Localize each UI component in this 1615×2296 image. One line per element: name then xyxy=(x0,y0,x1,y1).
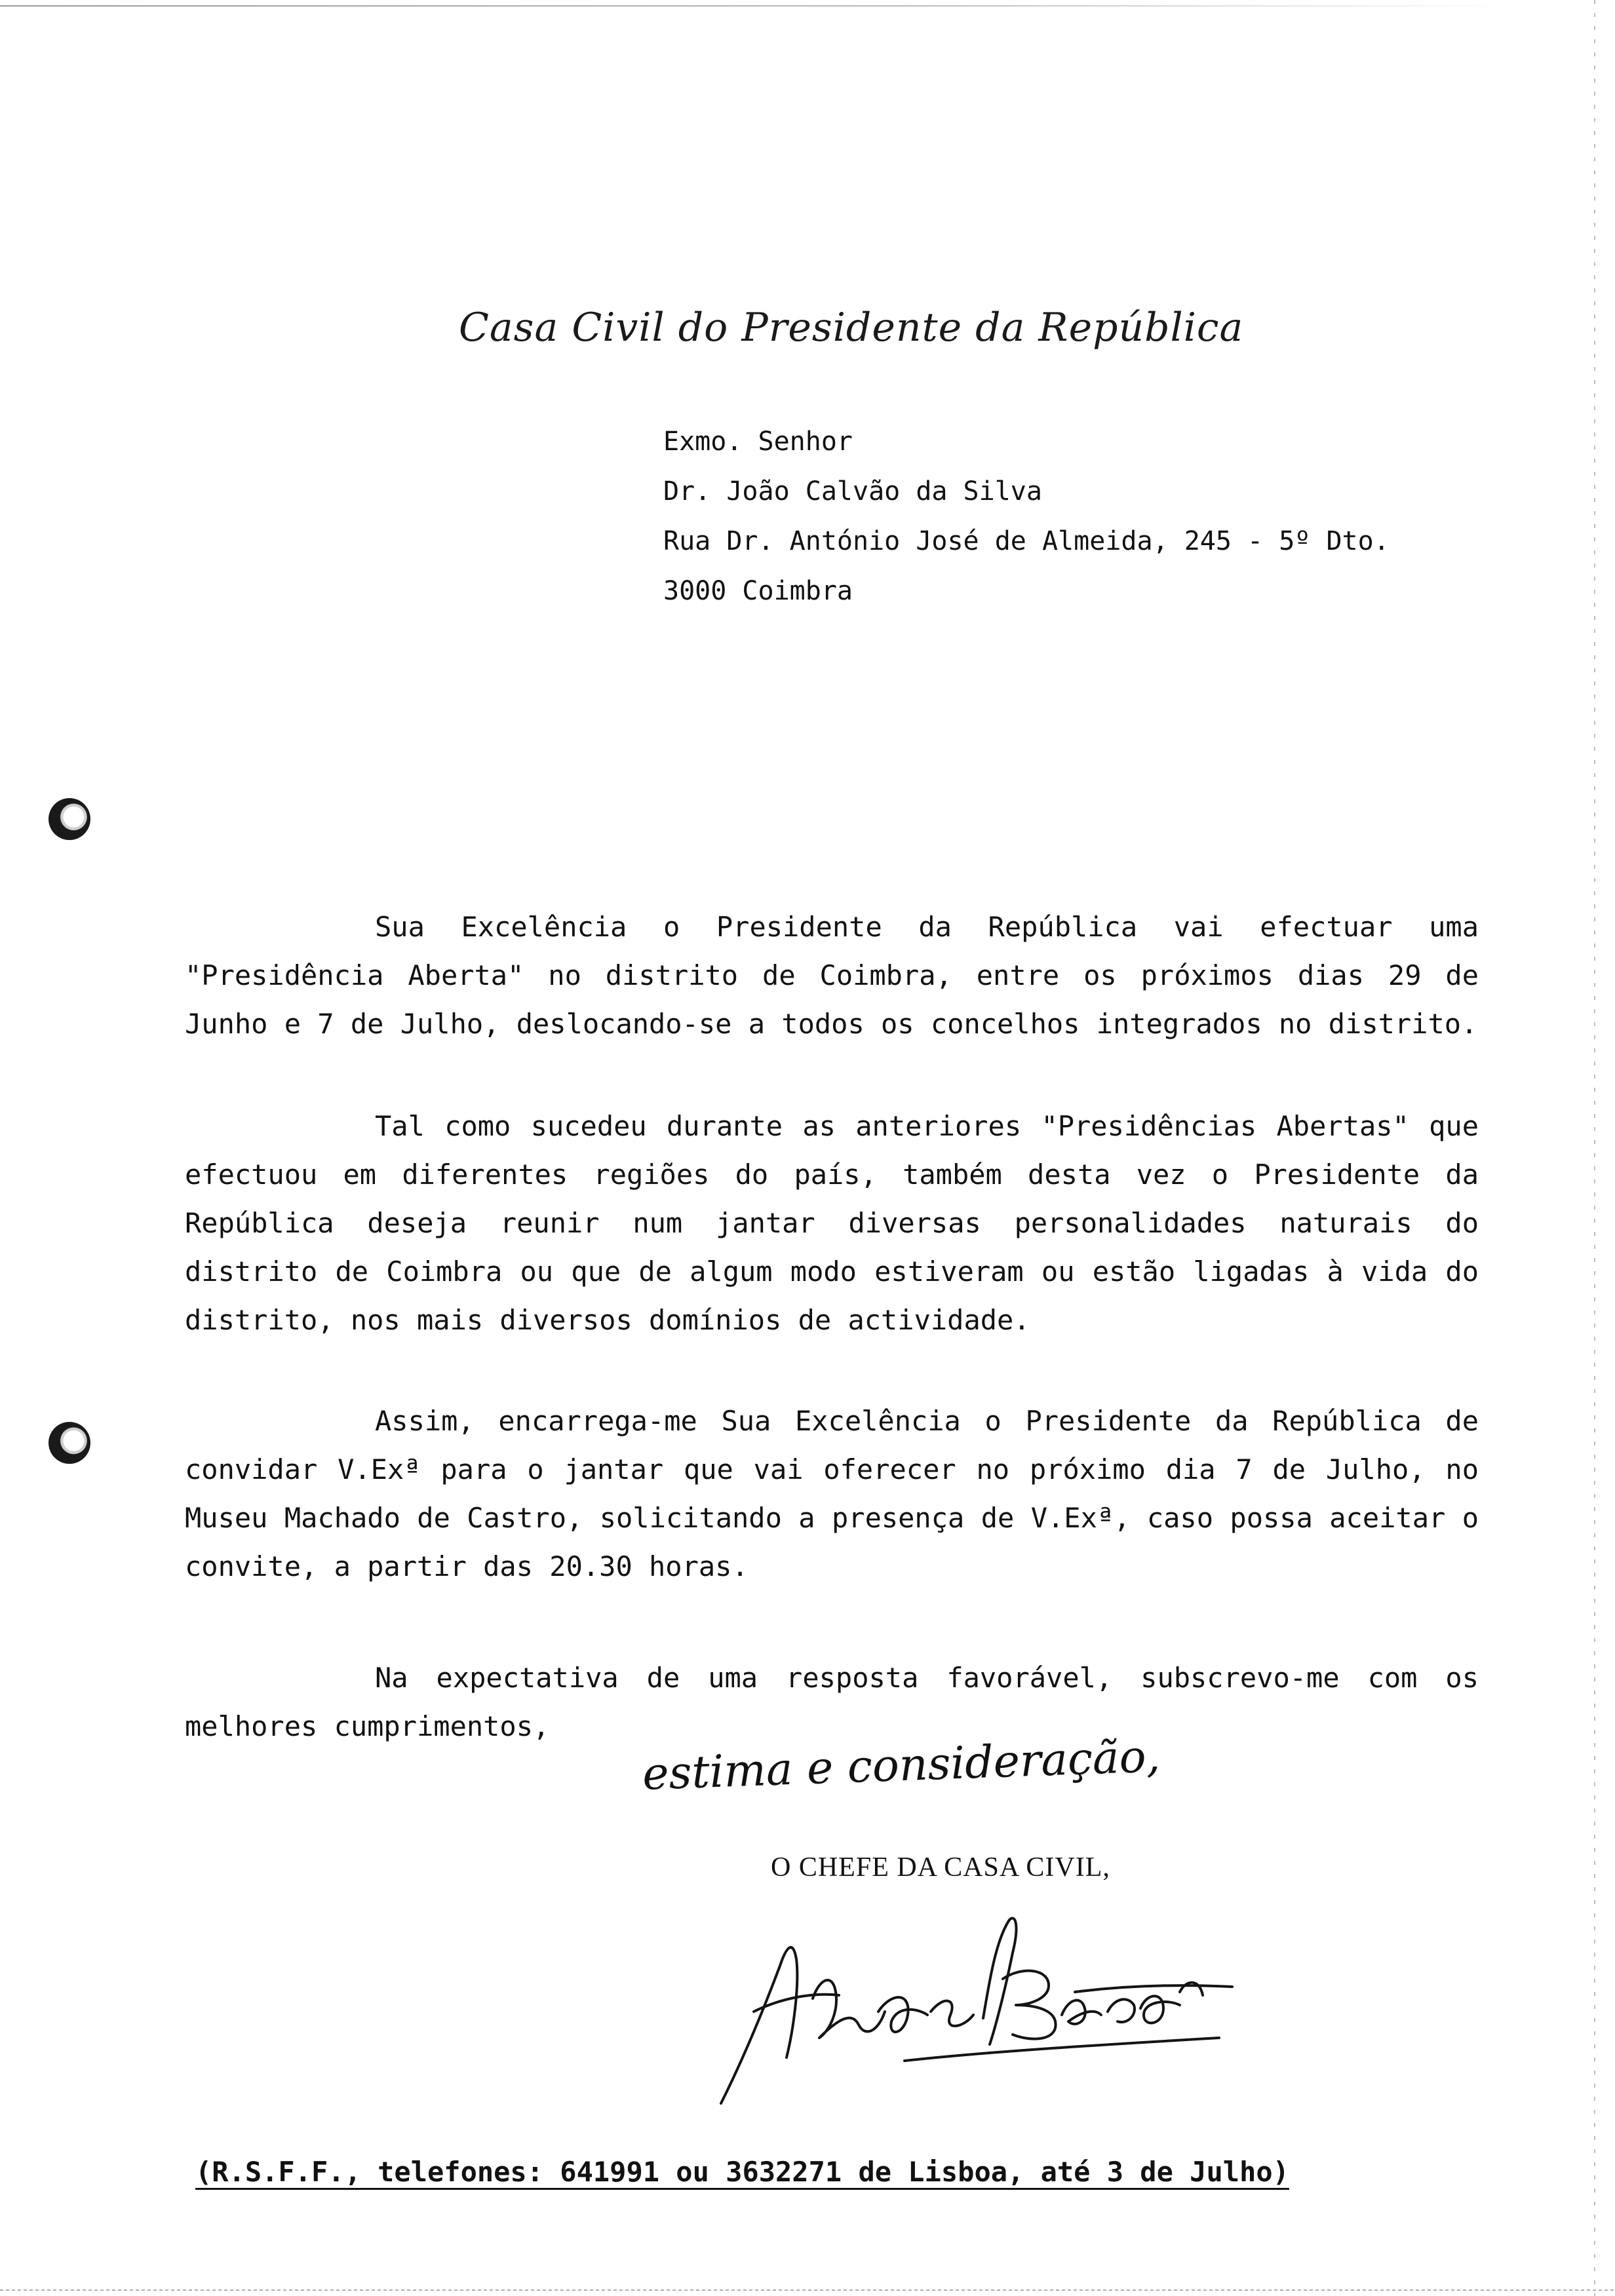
letterhead: Casa Civil do Presidente da República xyxy=(459,305,1244,351)
scan-edge-top xyxy=(0,5,1508,7)
punch-hole-top xyxy=(49,798,90,840)
handwritten-closing: estima e consideração, xyxy=(641,1731,1161,1801)
body-paragraph-4: Na expectativa de uma resposta favorável, subscrevo-me com os melhores cumprimentos, xyxy=(185,1662,1479,1742)
recipient-city: 3000 Coimbra xyxy=(663,576,853,606)
recipient-street: Rua Dr. António José de Almeida, 245 - 5º Dto. xyxy=(663,526,1390,556)
recipient-name: Dr. João Calvão da Silva xyxy=(663,476,1042,507)
body-paragraph-1: Sua Excelência o Presidente da República vai efectuar uma "Presidência Aberta" no distrito de Coimbra, entre os próximos dias 29 de Junho e 7 de Julho, deslocando-se a todos os concelhos integrados no distrito. xyxy=(185,911,1479,1040)
signature-mark xyxy=(682,1900,1285,2110)
body-paragraph-3: Assim, encarrega-me Sua Excelência o Presidente da República de convidar V.Exª para o jantar que vai oferecer no próximo dia 7 de Julho, no Museu Machado de Castro, solicitando a presença de V.Exª, caso possa aceitar o convite, a partir das 20.30 horas. xyxy=(185,1405,1479,1582)
signatory-title: O CHEFE DA CASA CIVIL, xyxy=(771,1852,1110,1883)
footer-note: (R.S.F.F., telefones: 641991 ou 3632271 de Lisboa, até 3 de Julho) xyxy=(195,2156,1289,2188)
body-paragraph-2: Tal como sucedeu durante as anteriores "Presidências Abertas" que efectuou em diferentes regiões do país, também desta vez o Presidente da República deseja reunir num jantar diversas personalidades naturais do distrito de Coimbra ou que de algum modo estiveram ou estão ligadas à vida do distrito, nos mais diversos domínios de actividade. xyxy=(185,1110,1479,1336)
scan-edge-bottom xyxy=(0,2289,1615,2291)
punch-hole-bottom xyxy=(49,1422,90,1464)
recipient-address xyxy=(663,417,1390,616)
recipient-salutation: Exmo. Senhor xyxy=(663,427,853,457)
scan-edge-right xyxy=(1594,0,1595,2296)
